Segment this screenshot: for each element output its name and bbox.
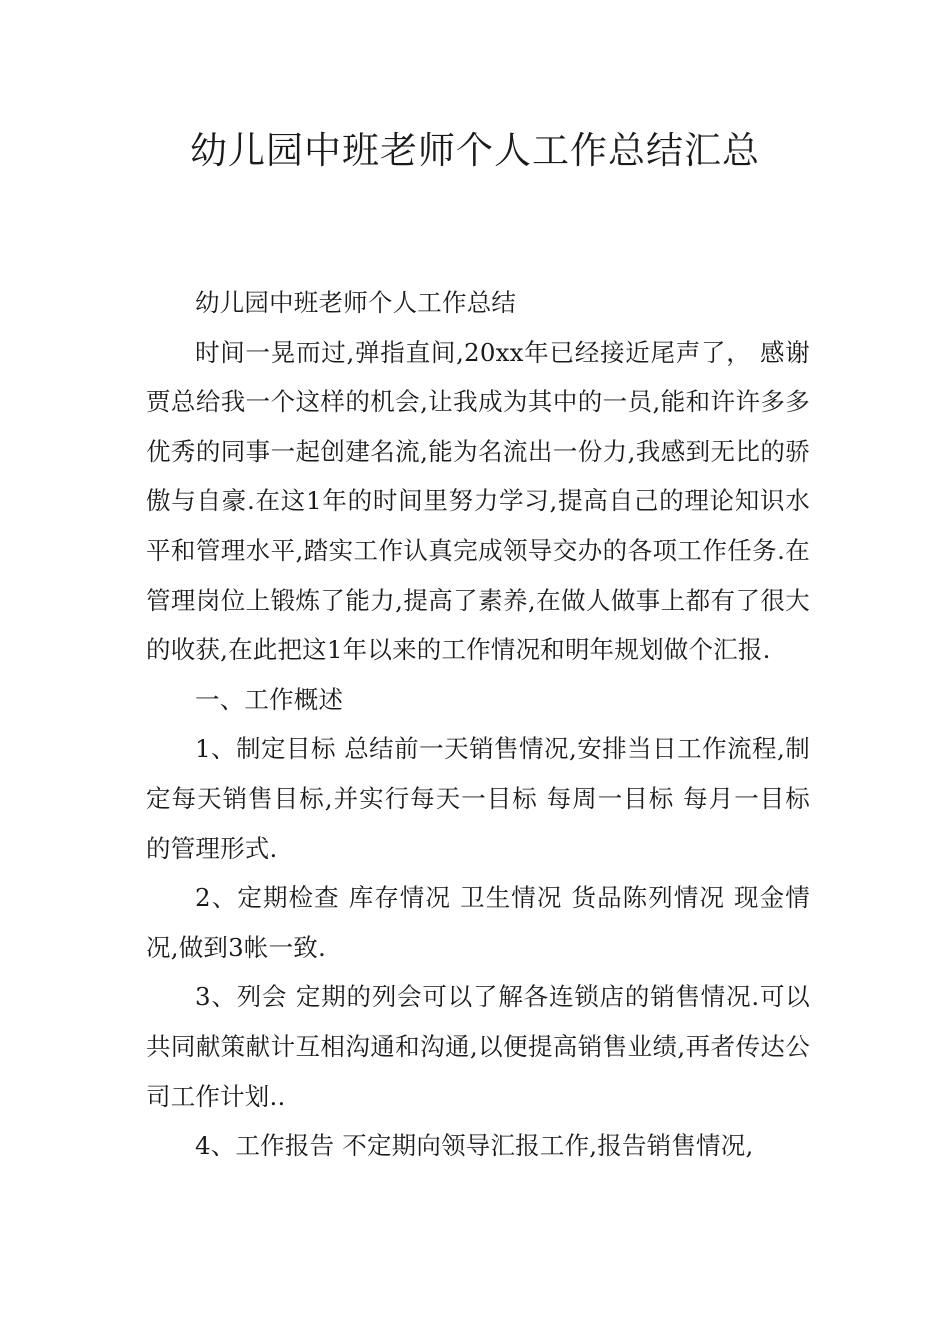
- document-body: [146, 278, 810, 1171]
- item-4-paragraph: 4、工作报告 不定期向领导汇报工作,报告销售情况,: [195, 1131, 754, 1161]
- document-title: 幼儿园中班老师个人工作总结汇总: [190, 129, 760, 172]
- item-1-paragraph: 1、制定目标 总结前一天销售情况,安排当日工作流程,制定每天销售目标,并实行每天一目标 每周一目标 每月一目标的管理形式.: [146, 734, 810, 863]
- intro-paragraph: 时间一晃而过,弹指直间,20xx年已经接近尾声了， 感谢贾总给我一个这样的机会,让我成为其中的一员,能和许许多多优秀的同事一起创建名流,能为名流出一份力,我感到无比的骄傲与自豪.在这1年的时间里努力学习,提高自己的理论知识水平和管理水平,踏实工作认真完成领导交办的各项工作任务.在管理岗位上锻炼了能力,提高了素养,在做人做事上都有了很大的收获,在此把这1年以来的工作情况和明年规划做个汇报.: [146, 337, 810, 665]
- item-3-paragraph: 3、列会 定期的列会可以了解各连锁店的销售情况.可以共同献策献计互相沟通和沟通,以便提高销售业绩,再者传达公司工作计划..: [146, 982, 810, 1111]
- item-2-paragraph: 2、定期检查 库存情况 卫生情况 货品陈列情况 现金情况,做到3帐一致.: [146, 883, 810, 962]
- section-heading: 幼儿园中班老师个人工作总结: [195, 288, 517, 317]
- work-overview-heading: 一、工作概述: [195, 684, 344, 714]
